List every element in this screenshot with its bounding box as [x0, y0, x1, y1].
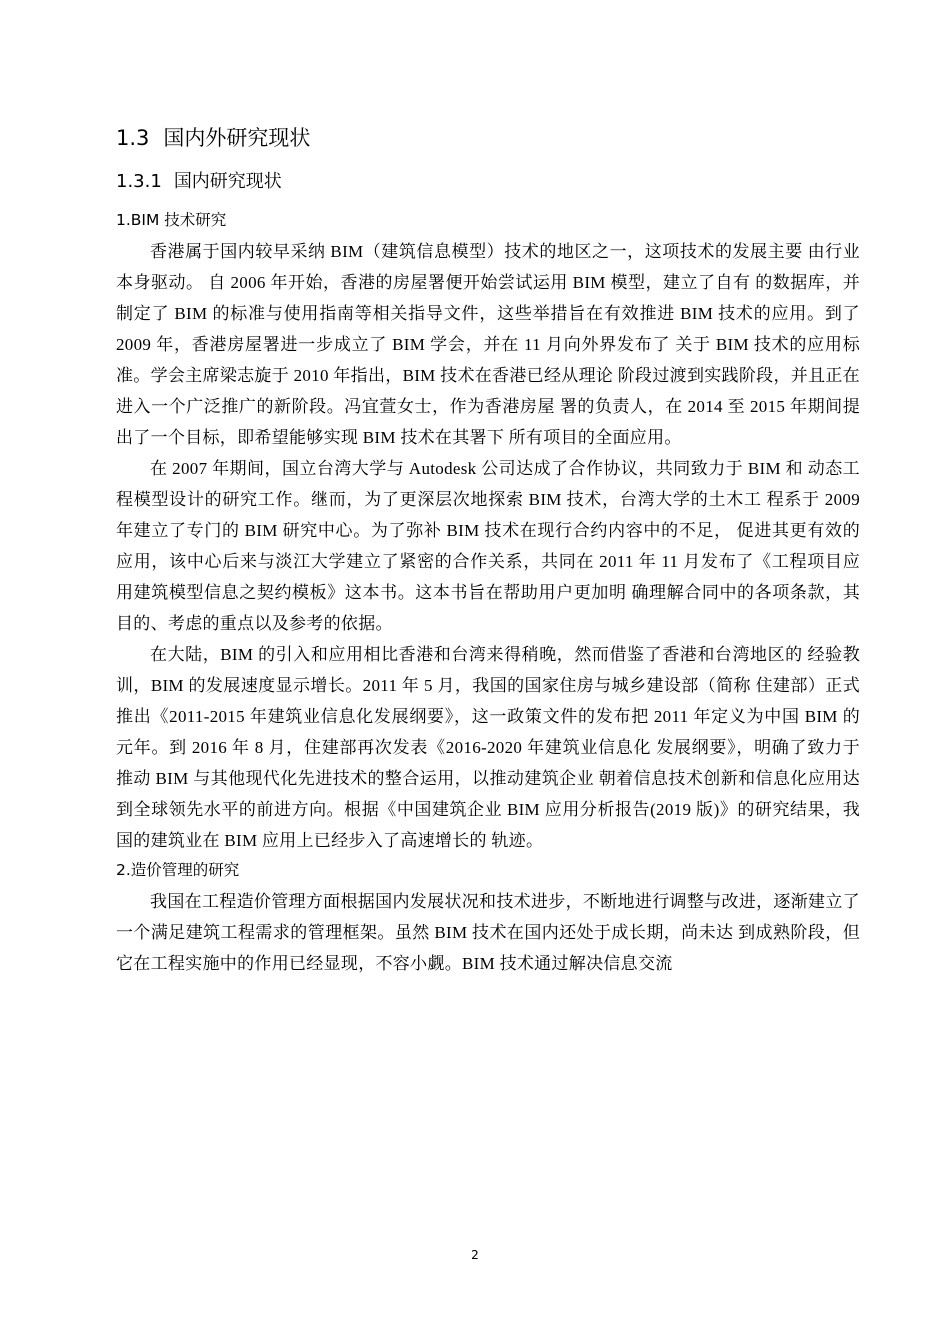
paragraph: 香港属于国内较早采纳 BIM（建筑信息模型）技术的地区之一，这项技术的发展主要 由行业本身驱动。 自 2006 年开始，香港的房屋署便开始尝试运用 BIM 模型，建立了自有 的数据库，并制定了 BIM 的标准与使用指南等相关指导文件，这些举措旨在有效推进 BIM 技术的应用。到了 2009 年，香港房屋署进一步成立了 BIM 学会，并在 11 月向外界发布了 关于 BIM 技术的应用标准。学会主席梁志旋于 2010 年指出，BIM 技术在香港已经从理论 阶段过渡到实践阶段，并且正在进入一个广泛推广的新阶段。冯宜萱女士，作为香港房屋 署的负责人，在 2014 至 2015 年期间提出了一个目标，即希望能够实现 BIM 技术在其署下 所有项目的全面应用。: [116, 242, 860, 447]
section-heading: [116, 122, 860, 154]
part1-heading: 1.BIM 技术研究: [116, 211, 227, 229]
section-number: 1.3: [116, 126, 150, 150]
page-number: 2: [471, 1248, 479, 1262]
part2-heading: 2.造价管理的研究: [116, 861, 240, 879]
subsection-number: 1.3.1: [116, 171, 162, 192]
section-title: 国内外研究现状: [163, 126, 311, 150]
subsection-heading: [116, 168, 860, 196]
subsection-title: 国内研究现状: [173, 171, 282, 192]
paragraph: 在 2007 年期间，国立台湾大学与 Autodesk 公司达成了合作协议，共同致力于 BIM 和 动态工程模型设计的研究工作。继而，为了更深层次地探索 BIM 技术，台湾大学的土木工 程系于 2009 年建立了专门的 BIM 研究中心。为了弥补 BIM 技术在现行合约内容中的不足， 促进其更有效的应用，该中心后来与淡江大学建立了紧密的合作关系，共同在 2011 年 11 月发布了《工程项目应用建筑模型信息之契约模板》这本书。这本书旨在帮助用户更加明 确理解合同中的各项条款，其目的、考虑的重点以及参考的依据。: [116, 459, 860, 633]
paragraph: 在大陆，BIM 的引入和应用相比香港和台湾来得稍晚，然而借鉴了香港和台湾地区的 经验教训，BIM 的发展速度显示增长。2011 年 5 月，我国的国家住房与城乡建设部（简称 住建部）正式推出《2011-2015 年建筑业信息化发展纲要》，这一政策文件的发布把 2011 年定义为中国 BIM 的元年。到 2016 年 8 月，住建部再次发表《2016-2020 年建筑业信息化 发展纲要》，明确了致力于推动 BIM 与其他现代化先进技术的整合运用，以推动建筑企业 朝着信息技术创新和信息化应用达到全球领先水平的前进方向。根据《中国建筑企业 BIM 应用分析报告(2019 版)》的研究结果，我国的建筑业在 BIM 应用上已经步入了高速增长的 轨迹。: [116, 645, 860, 850]
paragraph: 我国在工程造价管理方面根据国内发展状况和技术进步，不断地进行调整与改进，逐渐建立了一个满足建筑工程需求的管理框架。虽然 BIM 技术在国内还处于成长期，尚未达 到成熟阶段，但它在工程实施中的作用已经显现，不容小觑。BIM 技术通过解决信息交流: [116, 892, 860, 973]
page-content: [116, 122, 860, 979]
